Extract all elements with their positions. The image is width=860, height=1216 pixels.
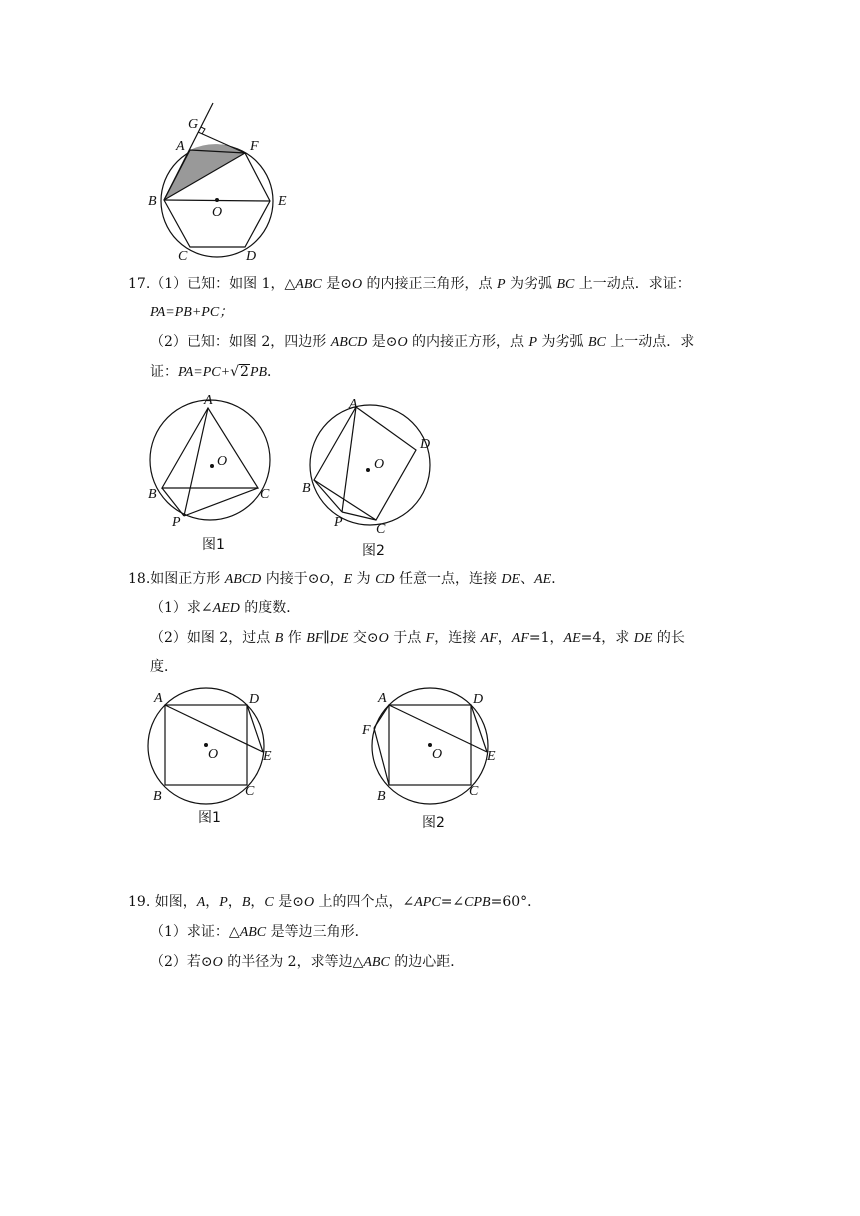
text: 是⊙: [321, 276, 352, 292]
q19-line-2: [150, 922, 369, 943]
q18-line-4: 度．: [150, 659, 178, 675]
text: CD: [375, 572, 395, 587]
caption-fig2: 图2: [422, 815, 445, 831]
text: 的半径为 2，求等边△: [222, 954, 364, 970]
label-b: B: [153, 789, 162, 804]
q17-figure-1-svg: [140, 392, 280, 557]
text: =1，: [528, 630, 564, 646]
hexagon-figure-svg: [140, 100, 300, 265]
text: AF: [480, 631, 498, 646]
text: 作: [283, 630, 307, 646]
text: 的内接正三角形，点: [362, 276, 497, 292]
line: [389, 705, 487, 752]
caption-fig2: 图2: [362, 543, 385, 559]
text: BC: [556, 277, 575, 292]
text: 为: [352, 571, 376, 587]
circle: [366, 468, 370, 472]
text: O: [378, 631, 389, 646]
label-b: B: [377, 789, 386, 804]
text: （2）已知：如图 2，四边形: [150, 334, 331, 350]
square-abcd: [314, 407, 416, 520]
text: 是⊙: [273, 894, 304, 910]
label-o: O: [212, 205, 223, 220]
text: PB: [249, 365, 268, 380]
text: （1）已知：如图 1，△: [150, 276, 296, 292]
circle: [150, 400, 270, 520]
text: ．: [551, 571, 566, 587]
q17-line-2: PA=PB+PC；: [150, 305, 234, 320]
text: AE: [563, 631, 581, 646]
q18-number: 18.: [128, 571, 151, 587]
text: DE: [501, 572, 521, 587]
text: （2）若⊙: [150, 954, 213, 970]
label-o: O: [432, 747, 443, 762]
label-a: A: [349, 397, 358, 412]
label-e: E: [263, 749, 272, 764]
text: 、: [520, 571, 535, 587]
label-c: C: [245, 784, 255, 799]
text: O: [351, 277, 363, 292]
label-a: A: [204, 393, 213, 408]
q17-figure-2-svg: [296, 392, 446, 562]
label-b: B: [302, 481, 311, 496]
q17-figure-1: [140, 392, 280, 557]
q18-line-3: [150, 628, 685, 649]
text: P: [219, 895, 228, 910]
text: AED: [212, 601, 240, 616]
text: ，: [227, 894, 242, 910]
q18-figure-2-svg: [358, 682, 508, 832]
text: 的内接正方形，点: [407, 334, 529, 350]
text: BF: [306, 631, 324, 646]
text: 为劣弧: [505, 276, 557, 292]
text: P: [528, 335, 538, 350]
label-c: C: [469, 784, 479, 799]
text: （1）求∠: [150, 600, 213, 616]
text: AE: [534, 572, 552, 587]
text: C: [264, 895, 274, 910]
text: 证：: [150, 364, 178, 380]
label-d: D: [246, 249, 257, 264]
text: ，: [205, 894, 220, 910]
label-p: P: [334, 515, 343, 530]
text: O: [319, 572, 330, 587]
text: 的边心距．: [389, 954, 465, 970]
q18-line-2: [150, 598, 300, 619]
q17-line-1: [128, 274, 691, 295]
text: ABC: [295, 277, 322, 292]
label-c: C: [260, 487, 270, 502]
line: [165, 705, 263, 752]
text: ，: [329, 571, 344, 587]
label-d: D: [420, 437, 431, 452]
text: BC: [587, 335, 606, 350]
text: 如图正方形: [150, 571, 225, 587]
line: [374, 728, 389, 785]
label-g: G: [188, 117, 199, 132]
q18-figure-1-svg: [140, 682, 290, 832]
label-b: B: [148, 194, 157, 209]
text: E: [343, 572, 353, 587]
q18-figure-2: [358, 682, 508, 832]
q18-figure-1: [140, 682, 290, 832]
label-p: P: [172, 515, 181, 530]
label-f: F: [250, 139, 259, 154]
right-angle-mark: [201, 127, 205, 134]
text: 上一动点．求证：: [574, 276, 691, 292]
text: 内接于⊙: [261, 571, 320, 587]
text: 于点: [388, 630, 426, 646]
line: [184, 408, 208, 516]
text: APC: [414, 895, 441, 910]
label-c: C: [376, 522, 386, 537]
line: [162, 488, 184, 516]
line: [184, 488, 258, 516]
text: ，: [497, 630, 512, 646]
line: [374, 705, 389, 728]
text: ABC: [363, 955, 390, 970]
label-e: E: [487, 749, 496, 764]
text: 上的四个点，∠: [314, 894, 415, 910]
text: =60°．: [490, 894, 542, 910]
hexagon-figure: [140, 100, 300, 265]
q19-line-1: [128, 892, 541, 913]
text: 如图，: [154, 894, 197, 910]
text: 的长: [652, 630, 685, 646]
sqrt-radicand: 2: [240, 364, 249, 380]
q17-figure-2: [296, 392, 446, 562]
text: 上一动点．求: [605, 334, 695, 350]
caption-fig1: 图1: [202, 537, 225, 553]
q19-line-3: [150, 952, 464, 973]
label-d: D: [249, 692, 260, 707]
text: ABCD: [224, 572, 262, 587]
triangle-abc: [162, 408, 258, 488]
label-a: A: [176, 139, 185, 154]
q19-number: 19.: [128, 894, 151, 910]
text: ABC: [239, 925, 267, 940]
text: ，: [250, 894, 265, 910]
label-e: E: [278, 194, 287, 209]
text: =∠: [440, 894, 465, 910]
circle: [210, 464, 214, 468]
text: B: [274, 631, 284, 646]
text: 的度数．: [239, 600, 301, 616]
q17-line-4: [150, 362, 281, 383]
label-o: O: [374, 457, 385, 472]
text: O: [303, 895, 315, 910]
label-f: F: [362, 723, 371, 738]
label-b: B: [148, 487, 157, 502]
label-a: A: [378, 691, 387, 706]
q18-line-1: [128, 569, 565, 590]
line: [342, 407, 356, 512]
text: 任意一点，连接: [394, 571, 502, 587]
text: A: [196, 895, 206, 910]
text: DE: [329, 631, 349, 646]
center-dot: [215, 198, 219, 202]
q17-line-3: [150, 332, 694, 353]
text: O: [212, 955, 223, 970]
text: ．: [267, 364, 282, 380]
text: （1）求证：△: [150, 924, 240, 940]
q17-number: 17.: [128, 276, 151, 292]
text: 是等边三角形．: [266, 924, 369, 940]
label-o: O: [208, 747, 219, 762]
text: PA=PC+: [178, 365, 231, 380]
text: 为劣弧: [537, 334, 588, 350]
text: B: [241, 895, 251, 910]
text: DE: [633, 631, 653, 646]
text: （2）如图 2，过点: [150, 630, 275, 646]
text: 交⊙: [348, 630, 379, 646]
text: 是⊙: [367, 334, 398, 350]
label-o: O: [217, 454, 228, 469]
text: =4，求: [580, 630, 634, 646]
label-a: A: [154, 691, 163, 706]
text: AF: [511, 631, 529, 646]
text: ∥: [323, 630, 330, 646]
sqrt-sign: √: [230, 364, 240, 380]
circle: [310, 405, 430, 525]
label-c: C: [178, 249, 188, 264]
text: ABCD: [330, 335, 368, 350]
text: ，连接: [434, 630, 481, 646]
text: O: [397, 335, 408, 350]
label-d: D: [473, 692, 484, 707]
text: P: [496, 277, 506, 292]
text: F: [425, 631, 435, 646]
text: CPB: [464, 895, 491, 910]
caption-fig1: 图1: [198, 810, 221, 826]
